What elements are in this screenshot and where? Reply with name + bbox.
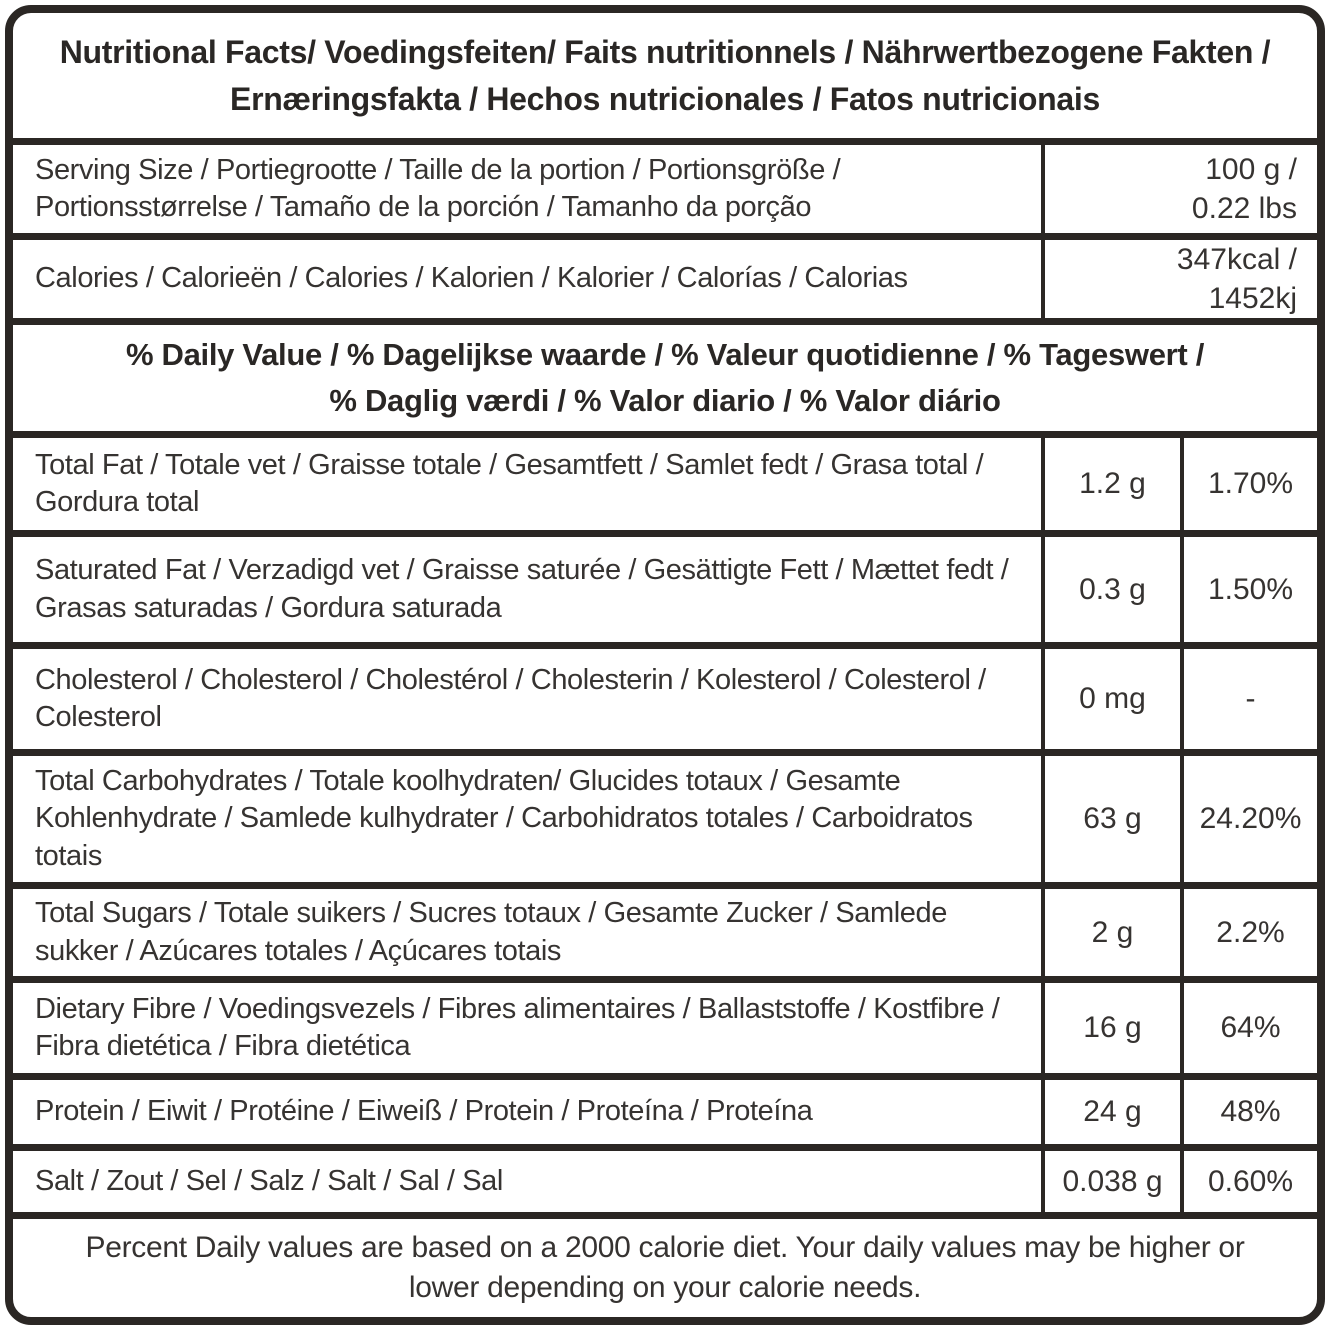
total-carbohydrates-percent: 24.20% [1180, 756, 1317, 882]
dietary-fibre-label: Dietary Fibre / Voedingsvezels / Fibres alimentaires / Ballaststoffe / Kostfibre / Fibra dietética / Fibra dietética [35, 992, 1000, 1062]
salt-percent: 0.60% [1180, 1151, 1317, 1212]
saturated-fat-label: Saturated Fat / Verzadigd vet / Graisse saturée / Gesättigte Fett / Mættet fedt / Grasas saturadas / Gordura saturada [35, 554, 1009, 624]
dietary-fibre-percent: 64% [1180, 983, 1317, 1073]
calories-label: Calories / Calorieën / Calories / Kalorien / Kalorier / Calorías / Calorias [35, 262, 908, 295]
calories-value-line1: 347kcal / [1176, 243, 1297, 276]
cholesterol-percent: - [1180, 649, 1317, 749]
daily-value-heading-line1: % Daily Value / % Dagelijkse waarde / % Valeur quotidienne / % Tageswert / [125, 336, 1205, 372]
total-fat-amount: 1.2 g [1041, 438, 1180, 530]
total-carbohydrates-amount: 63 g [1041, 756, 1180, 882]
serving-size-label: Serving Size / Portiegrootte / Taille de la portion / Portionsgröße / Portionsstørrelse / Tamaño de la porción / Tamanho da porção [35, 153, 841, 223]
total-carbohydrates-label: Total Carbohydrates / Totale koolhydraten/ Glucides totaux / Gesamte Kohlenhydrate / Samlede kulhydrater / Carbohidratos totales / Carboidratos totais [35, 765, 973, 872]
serving-size-value [1041, 145, 1317, 233]
daily-value-disclaimer [13, 1212, 1317, 1317]
saturated-fat-amount: 0.3 g [1041, 537, 1180, 642]
protein-label: Protein / Eiwit / Protéine / Eiweiß / Protein / Proteína / Proteína [35, 1095, 813, 1128]
salt-label: Salt / Zout / Sel / Salz / Salt / Sal / Sal [35, 1164, 503, 1197]
serving-size-value-line1: 100 g / [1205, 153, 1297, 186]
row-total-sugars [13, 882, 1317, 976]
cholesterol-amount: 0 mg [1041, 649, 1180, 749]
nutrition-label [5, 5, 1325, 1325]
daily-value-heading-line2: % Daglig værdi / % Valor diario / % Valor diário [329, 383, 1001, 418]
salt-amount: 0.038 g [1041, 1151, 1180, 1212]
serving-size-row [13, 138, 1317, 233]
daily-value-disclaimer-line1: Percent Daily values are based on a 2000 calorie diet. Your daily values may be higher or [85, 1230, 1245, 1264]
serving-size-value-line2: 0.22 lbs [1191, 192, 1297, 225]
calories-row [13, 233, 1317, 318]
cholesterol-label: Cholesterol / Cholesterol / Cholestérol / Cholesterin / Kolesterol / Colesterol / Colesterol [35, 663, 986, 733]
row-cholesterol [13, 642, 1317, 749]
row-total-carbohydrates [13, 749, 1317, 882]
protein-percent: 48% [1180, 1080, 1317, 1144]
label-title [13, 13, 1317, 138]
total-fat-percent: 1.70% [1180, 438, 1317, 530]
row-dietary-fibre [13, 976, 1317, 1073]
total-sugars-amount: 2 g [1041, 889, 1180, 976]
row-salt [13, 1144, 1317, 1212]
daily-value-heading [13, 318, 1317, 431]
row-saturated-fat [13, 530, 1317, 642]
label-title-line2: Ernæringsfakta / Hechos nutricionales / Fatos nutricionais [230, 80, 1100, 117]
calories-value [1041, 240, 1317, 318]
row-protein [13, 1073, 1317, 1144]
protein-amount: 24 g [1041, 1080, 1180, 1144]
calories-value-line2: 1452kj [1208, 282, 1297, 315]
total-sugars-percent: 2.2% [1180, 889, 1317, 976]
total-fat-label: Total Fat / Totale vet / Graisse totale / Gesamtfett / Samlet fedt / Grasa total / Gordura total [35, 448, 984, 518]
total-sugars-label: Total Sugars / Totale suikers / Sucres totaux / Gesamte Zucker / Samlede sukker / Azúcares totales / Açúcares totais [35, 897, 947, 967]
daily-value-disclaimer-line2: lower depending on your calorie needs. [408, 1271, 922, 1304]
row-total-fat [13, 431, 1317, 530]
saturated-fat-percent: 1.50% [1180, 537, 1317, 642]
label-title-line1: Nutritional Facts/ Voedingsfeiten/ Faits nutritionnels / Nährwertbezogene Fakten / [59, 34, 1271, 71]
dietary-fibre-amount: 16 g [1041, 983, 1180, 1073]
